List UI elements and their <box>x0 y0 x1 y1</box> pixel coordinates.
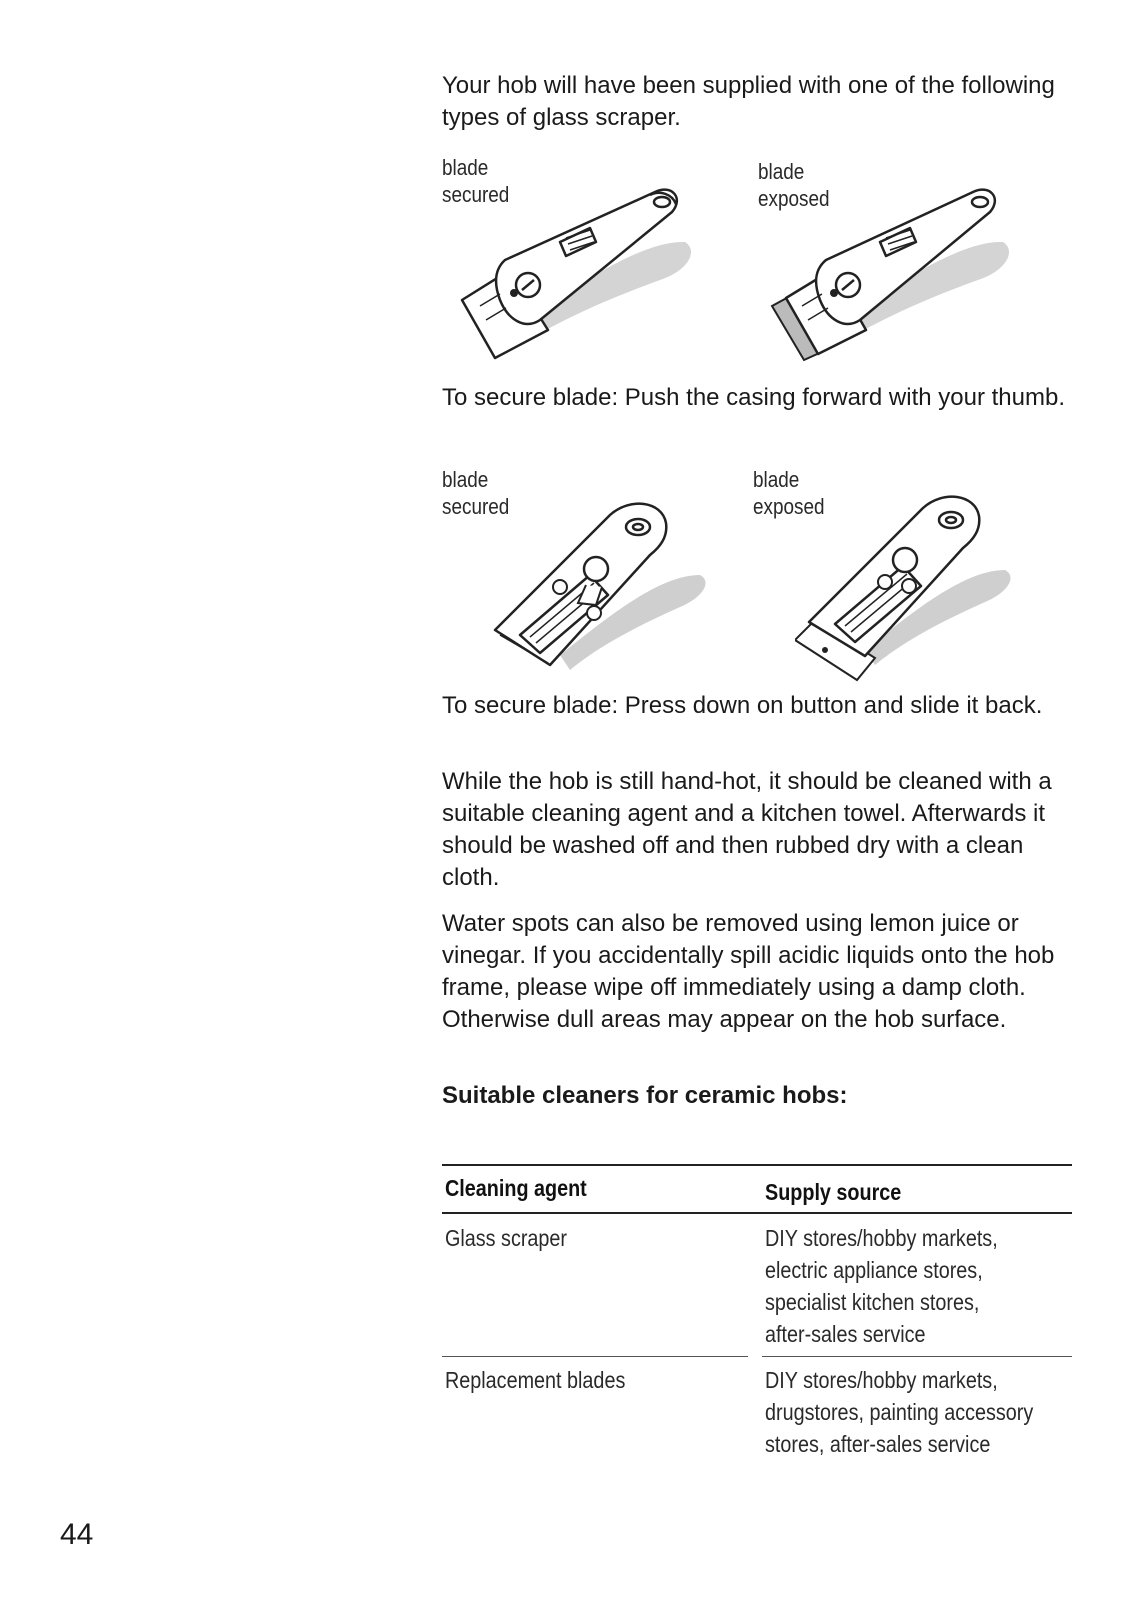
page-number: 44 <box>60 1518 94 1551</box>
table-header-rule <box>442 1212 1072 1214</box>
flat-scraper-secured-illustration <box>490 495 715 680</box>
scraper-secured-illustration <box>450 180 700 365</box>
header-supply-source: Supply source <box>765 1179 902 1205</box>
intro-paragraph: Your hob will have been supplied with one of the following types of glass scraper. <box>442 72 1055 131</box>
row2-agent: Replacement blades <box>445 1367 626 1393</box>
row1-agent: Glass scraper <box>445 1225 568 1251</box>
row-divider-left <box>442 1356 748 1357</box>
cleaning-paragraph: While the hob is still hand-hot, it should be cleaned with a suitable cleaning agent and a kitchen towel. Afterwards it should be washed off and then rubbed dry with a clean cloth. <box>442 768 1052 891</box>
header-cleaning-agent: Cleaning agent <box>445 1175 587 1201</box>
cleaners-heading: Suitable cleaners for ceramic hobs: <box>442 1082 848 1109</box>
table-top-rule <box>442 1164 1072 1166</box>
scraper-exposed-illustration <box>768 180 1018 365</box>
row-divider-right <box>762 1356 1072 1357</box>
row1-source: DIY stores/hobby markets, electric appliance stores, specialist kitchen stores, after-sales service <box>765 1225 998 1347</box>
caption-press-button: To secure blade: Press down on button and slide it back. <box>442 692 1043 719</box>
fig1-label-right: blade exposed <box>758 159 830 211</box>
fig1-label-left: blade secured <box>442 155 510 207</box>
water-spots-paragraph: Water spots can also be removed using lemon juice or vinegar. If you accidentally spill acidic liquids onto the hob frame, please wipe off immediately using a damp cloth. Otherwise dull areas may appear on the hob surface. <box>442 910 1055 1033</box>
row2-source: DIY stores/hobby markets, drugstores, painting accessory stores, after-sales service <box>765 1367 1034 1457</box>
fig2-label-right: blade exposed <box>753 467 825 519</box>
caption-push-casing: To secure blade: Push the casing forward with your thumb. <box>442 384 1065 411</box>
fig2-label-left: blade secured <box>442 467 510 519</box>
flat-scraper-exposed-illustration <box>795 490 1020 685</box>
